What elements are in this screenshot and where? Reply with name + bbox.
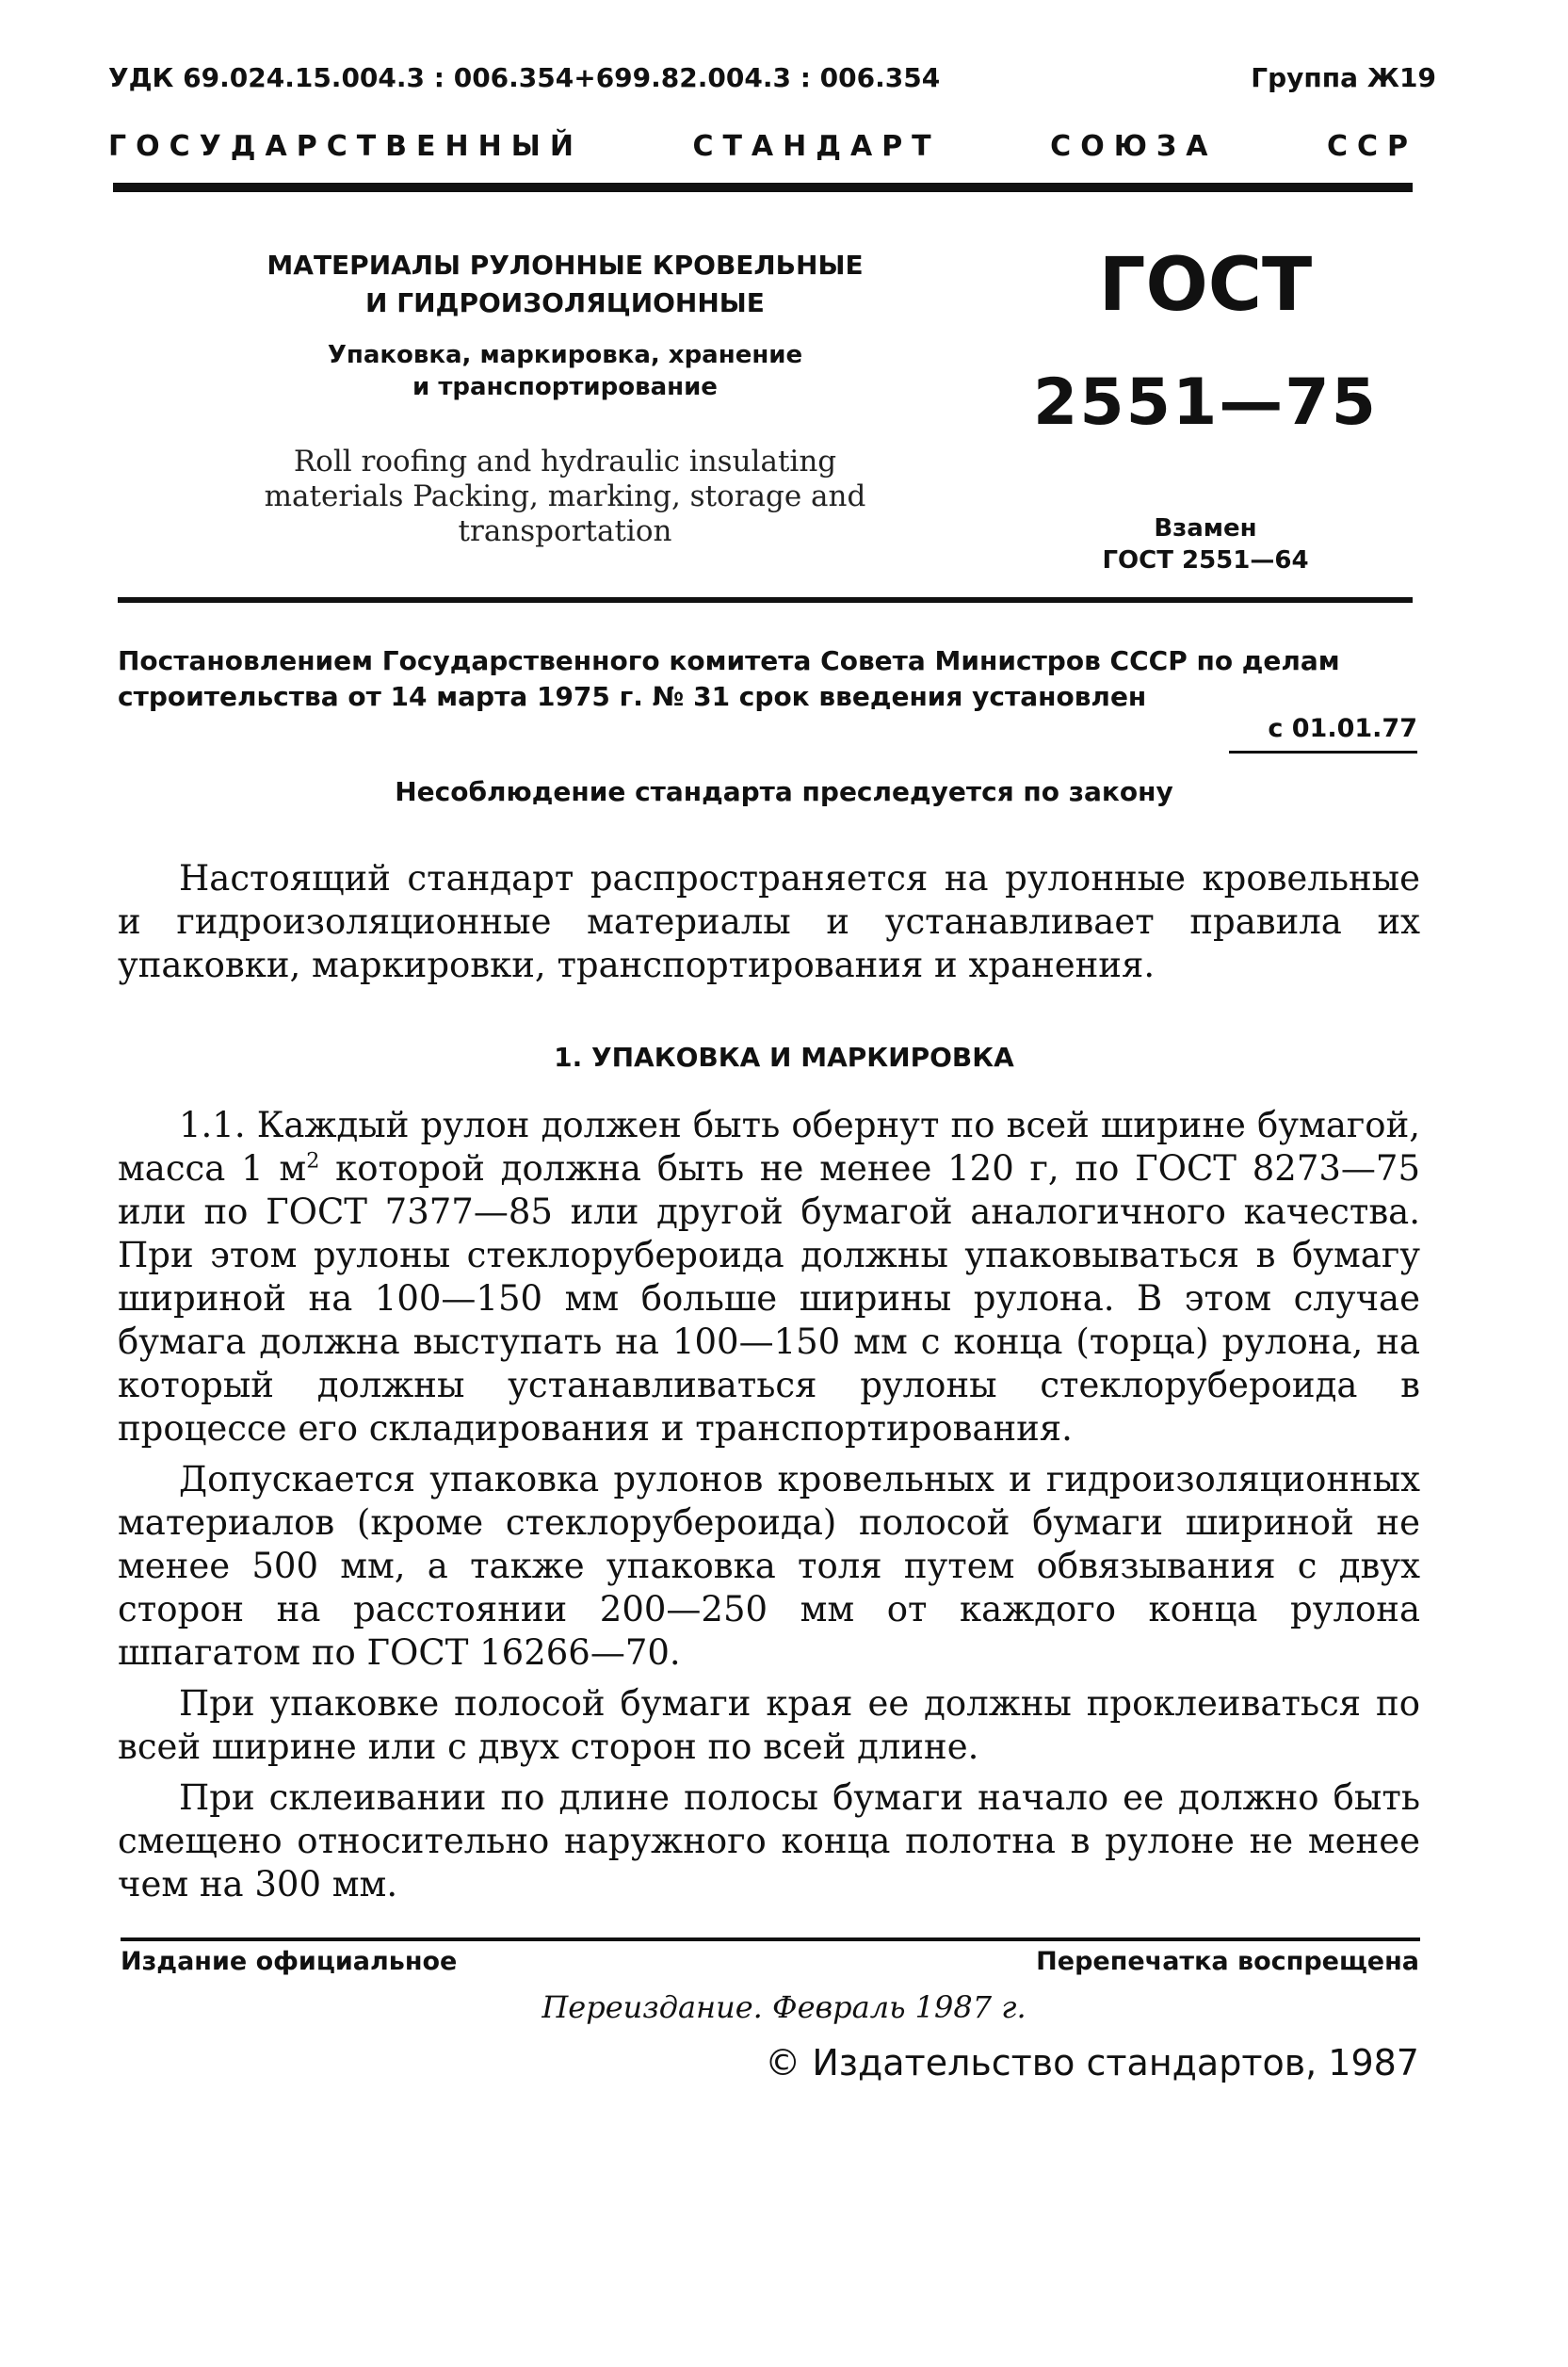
gost-number: 2551—75 bbox=[1033, 365, 1378, 440]
footer-rule bbox=[121, 1937, 1420, 1941]
group-code: Группа Ж19 bbox=[1251, 62, 1436, 93]
title-en-line: materials Packing, marking, storage and bbox=[264, 479, 866, 513]
copyright-line: © Издательство стандартов, 1987 bbox=[765, 2042, 1419, 2083]
title-subtitle bbox=[235, 339, 895, 403]
state-standard-heading bbox=[108, 130, 1417, 163]
section-body bbox=[118, 1104, 1420, 1914]
intro-text: Настоящий стандарт распространяется на рулонные кровельные и гидроизоляционные материалы и устанавливает правила их упаковки, маркировки, транспортирования и хранения. bbox=[118, 858, 1420, 985]
heading-word: ССР bbox=[1326, 130, 1417, 163]
replaces-label: Взамен bbox=[1154, 514, 1257, 543]
title-sub-line: и транспортирование bbox=[412, 373, 718, 401]
heading-word: ГОСУДАРСТВЕННЫЙ bbox=[108, 130, 583, 163]
title-main-line: И ГИДРОИЗОЛЯЦИОННЫЕ bbox=[365, 287, 765, 318]
udc-code: УДК 69.024.15.004.3 : 006.354+699.82.004.3 : 006.354 bbox=[108, 62, 941, 93]
paragraph: При упаковке полосой бумаги края ее должны проклеиваться по всей ширине или с двух сторон по всей длине. bbox=[118, 1683, 1420, 1767]
paragraph-1-1: 1.1. Каждый рулон должен быть обернут по всей ширине бумагой, масса 1 $м^2$ которой должна быть не менее 120 г, по ГОСТ 8273—75 или по ГОСТ 7377—85 или другой бумагой аналогичного качества. При этом рулоны стеклорубероида должны упаковываться в бумагу шириной на 100—150 мм больше ширины рулона. В этом случае бумага должна выступать на 100—150 мм с конца (торца) рулона, на который должны устанавливаться рулоны стеклорубероида в процессе его складирования и транспортирования. bbox=[118, 1105, 1420, 1449]
reissue-note: Переиздание. Февраль 1987 г. bbox=[542, 1989, 1026, 2025]
paragraph: Допускается упаковка рулонов кровельных и гидроизоляционных материалов (кроме стеклорубероида) полосой бумаги шириной не менее 500 мм, а также упаковка толя путем обвязывания с двух сторон на расстоянии 200—250 мм от каждого конца рулона шпагатом по ГОСТ 16266—70. bbox=[118, 1459, 1420, 1673]
paragraph: При склеивании по длине полосы бумаги начало ее должно быть смещено относительно наружного конца полотна в рулоне не менее чем на 300 мм. bbox=[118, 1777, 1420, 1905]
decree-line: Постановлением Государственного комитета Совета Министров СССР по делам bbox=[118, 645, 1340, 676]
gost-block bbox=[1017, 243, 1394, 576]
top-rule bbox=[113, 183, 1413, 192]
title-block bbox=[235, 247, 895, 549]
heading-word: СОЮЗА bbox=[1050, 130, 1218, 163]
effective-date: с 01.01.77 bbox=[1229, 714, 1417, 754]
title-english bbox=[235, 445, 895, 549]
replaces-value: ГОСТ 2551—64 bbox=[1102, 546, 1309, 575]
title-main bbox=[235, 247, 895, 322]
section-heading: 1. УПАКОВКА И МАРКИРОВКА bbox=[554, 1042, 1014, 1073]
intro-paragraph bbox=[118, 857, 1420, 987]
title-main-line: МАТЕРИАЛЫ РУЛОННЫЕ КРОВЕЛЬНЫЕ bbox=[267, 250, 864, 281]
superscript: 2 bbox=[306, 1148, 320, 1174]
replaces-note bbox=[1017, 512, 1394, 576]
decree-line: строительства от 14 марта 1975 г. № 31 срок введения установлен bbox=[118, 681, 1147, 712]
official-edition-label: Издание официальное bbox=[121, 1947, 458, 1976]
legal-warning: Несоблюдение стандарта преследуется по закону bbox=[395, 776, 1173, 807]
gost-word: ГОСТ bbox=[1098, 243, 1313, 328]
reprint-prohibited-label: Перепечатка воспрещена bbox=[1036, 1947, 1419, 1976]
heading-word: СТАНДАРТ bbox=[692, 130, 941, 163]
title-en-line: transportation bbox=[458, 514, 672, 548]
decree-text bbox=[118, 643, 1417, 715]
title-sub-line: Упаковка, маркировка, хранение bbox=[327, 341, 803, 369]
title-en-line: Roll roofing and hydraulic insulating bbox=[293, 445, 837, 478]
middle-rule bbox=[118, 597, 1413, 603]
